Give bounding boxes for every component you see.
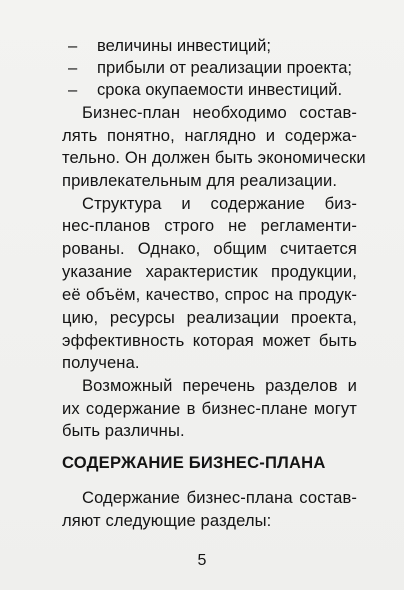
paragraph-line: привлекательным для реализации.	[62, 171, 338, 190]
paragraph-line: Содержание бизнес-плана состав-	[82, 488, 357, 507]
paragraph-line: Бизнес-план необходимо состав-	[82, 103, 357, 122]
section-heading: СОДЕРЖАНИЕ БИЗНЕС-ПЛАНА	[62, 453, 326, 472]
paragraph-line: получена.	[62, 353, 140, 372]
bullet-dash: –	[68, 58, 78, 77]
paragraph-line: их содержание в бизнес-плане могут	[62, 399, 357, 418]
bullet-dash: –	[68, 80, 78, 99]
bullet-item-investment: величины инвестиций;	[97, 36, 271, 55]
bullet-item-profit: прибыли от реализации проекта;	[97, 58, 353, 77]
paragraph-line: лять понятно, наглядно и содержа-	[62, 126, 357, 145]
page-number: 5	[197, 552, 207, 569]
paragraph-line: её объём, качество, спрос на продук-	[62, 285, 357, 304]
paragraph-line: цию, ресурсы реализации проекта,	[62, 308, 357, 327]
paragraph-line: рованы. Однако, общим считается	[62, 239, 357, 258]
paragraph-line: тельно. Он должен быть экономически	[62, 148, 366, 167]
paragraph-line: нес-планов строго не регламенти-	[62, 216, 357, 235]
bullet-dash: –	[68, 36, 78, 55]
paragraph-line: указание характеристик продукции,	[62, 262, 357, 281]
paragraph-line: Возможный перечень разделов и	[82, 376, 357, 395]
paragraph-line: Структура и содержание биз-	[82, 194, 357, 213]
paragraph-line: эффективность которая может быть	[62, 331, 357, 350]
bullet-item-payback: срока окупаемости инвестиций.	[97, 80, 343, 99]
paragraph-line: ляют следующие разделы:	[62, 511, 272, 530]
paragraph-line: быть различны.	[62, 421, 185, 440]
